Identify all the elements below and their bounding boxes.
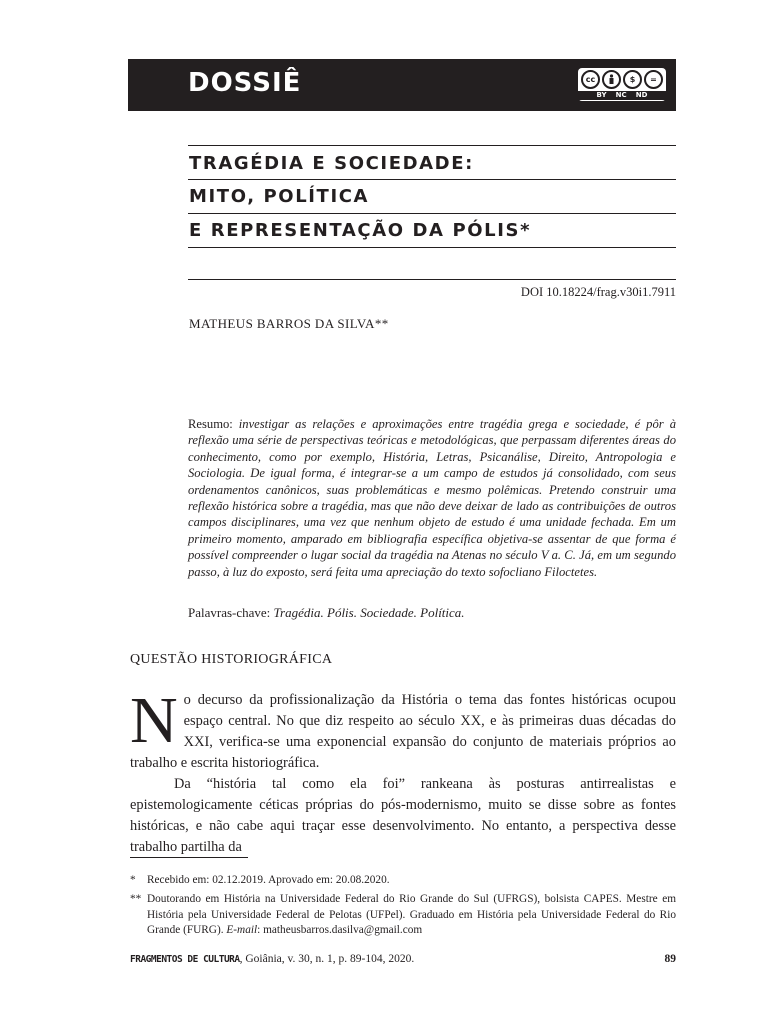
noncommercial-icon: $ — [623, 70, 642, 89]
title-rule — [188, 145, 676, 146]
cc-label-nc: NC — [615, 91, 627, 99]
author-name: MATHEUS BARROS DA SILVA** — [189, 316, 389, 331]
title-rule — [188, 213, 676, 214]
section-label: DOSSIÊ — [188, 68, 302, 98]
article-title-line-2: MITO, POLÍTICA — [189, 186, 370, 207]
article-title-line-3: E REPRESENTAÇÃO DA PÓLIS* — [189, 220, 532, 241]
dossie-banner — [128, 59, 676, 111]
cc-label-nd: ND — [635, 91, 648, 99]
abstract-label: Resumo: — [188, 417, 233, 431]
page-number: 89 — [664, 953, 676, 965]
drop-cap: N — [130, 684, 178, 757]
title-rule — [188, 247, 676, 248]
email-address[interactable]: : matheusbarros.dasilva@gmail.com — [257, 924, 423, 936]
page-footer — [130, 953, 676, 965]
attribution-icon — [602, 70, 621, 89]
footnote-text: Recebido em: 02.12.2019. Aprovado em: 20.08.2020. — [147, 874, 390, 886]
abstract — [188, 416, 676, 580]
doi-rule — [188, 279, 676, 280]
cc-icon: cc — [581, 70, 600, 89]
body-text — [130, 684, 676, 858]
footnote — [130, 892, 676, 939]
paragraph — [130, 684, 676, 774]
paragraph-text: o decurso da profissionalização da História o tema das fontes históricas ocupou espaço central. No que diz respeito ao século XX, e às primeiras duas décadas do XXI, verifica-se uma exponencial expansão do conjunto de materiais próprios ao trabalho e escrita historiográfica. — [130, 692, 676, 771]
footnote-text — [147, 892, 676, 939]
footnote-mark: ** — [130, 893, 142, 905]
footnote — [130, 873, 676, 889]
cc-label-by: BY — [596, 91, 607, 99]
email-label: E-mail — [226, 924, 258, 936]
journal-name: FRAGMENTOS DE CULTURA — [130, 954, 240, 965]
keywords-label: Palavras-chave: — [188, 605, 271, 620]
citation: , Goiânia, v. 30, n. 1, p. 89-104, 2020. — [239, 953, 415, 965]
section-heading: QUESTÃO HISTORIOGRÁFICA — [130, 652, 333, 667]
title-rule — [188, 179, 676, 180]
paragraph: Da “história tal como ela foi” rankeana às posturas antirrealistas e epistemologicamente céticas próprias do pós-modernismo, muito se disse sobre as fontes históricas, e não cabe aqui traçar esse desenvolvimento. No entanto, a perspectiva desse trabalho partilha da — [130, 776, 676, 855]
footnote-body: Doutorando em História na Universidade Federal do Rio Grande do Sul (UFRGS), bolsista CAPES. Mestre em História pela Universidade Federal de Pelotas (UFPel). Graduado em História pela Universidade Federal do Rio Grande (FURG). — [147, 893, 676, 936]
keywords-list: Tragédia. Pólis. Sociedade. Política. — [273, 605, 465, 620]
doi[interactable]: DOI 10.18224/frag.v30i1.7911 — [520, 285, 676, 299]
article-title-line-1: TRAGÉDIA E SOCIEDADE: — [189, 153, 474, 174]
cc-icons — [581, 70, 663, 89]
cc-license-badge[interactable] — [578, 68, 666, 101]
abstract-text: investigar as relações e aproximações entre tragédia grega e sociedade, é pôr à reflexão uma série de perspectivas teóricas e metodológicas, que perpassam diferentes áreas do conhecimento, como por exemplo, História, Letras, Psicanálise, Direito, Antropologia e Sociologia. De igual forma, é integrar-se a um campo de estudos já consolidado, com seus ordenamentos canônicos, suas problemáticas e mesmo polêmicas. Pretendo construir uma reflexão histórica sobre a tragédia, mas que não deve deixar de lado as contribuições de outros campos disciplinares, uma vez que nenhum objeto de estudo é uma unidade fechada. Em um primeiro momento, amparado em bibliografia específica objetiva-se assentar de que forma é possível compreender o lugar social da tragédia na Atenas no século V a. C. Já, em um segundo passo, à luz do exposto, será feita uma apreciação do texto sofocliano Filoctetes. — [188, 417, 676, 579]
cc-labels — [578, 91, 666, 100]
noderivatives-icon: = — [644, 70, 663, 89]
keywords — [188, 605, 676, 621]
footnote-mark: * — [130, 874, 136, 886]
footnote-rule — [130, 857, 248, 858]
